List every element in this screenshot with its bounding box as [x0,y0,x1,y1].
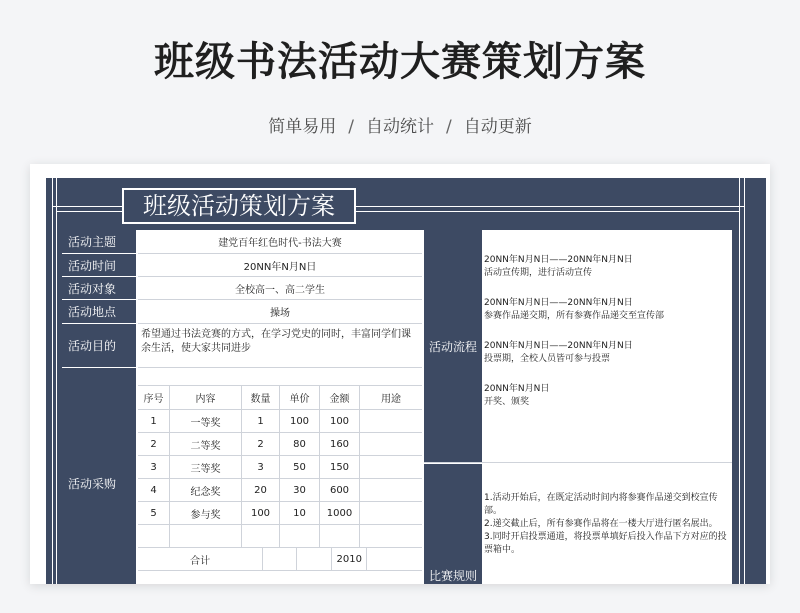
cell-unit-price: 10 [280,502,320,524]
table-row-empty [138,525,422,548]
table-row [138,479,422,502]
cell-unit-price: 80 [280,433,320,455]
empty-cell [242,525,280,547]
empty-cell [170,525,242,547]
process-step-date: 20NN年N月N日 [484,384,550,394]
process-step-date: 20NN年N月N日——20NN年N月N日 [484,341,633,351]
cell-amount: 100 [320,410,360,432]
cell-quantity: 3 [242,456,280,478]
table-header-row [138,386,422,410]
border-line-right-inner [739,178,740,584]
rule-item: 3.同时开启投票通道，将投票单填好后投入作品下方对应的投票箱中。 [484,532,727,555]
field-label-purchase: 活动采购 [62,368,136,584]
process-steps [484,254,730,426]
purchase-table [138,386,422,584]
column-header-quantity: 数量 [242,386,280,409]
cell-amount: 160 [320,433,360,455]
page-title: 班级书法活动大赛策划方案 [154,39,646,85]
column-header-content: 内容 [170,386,242,409]
process-step-date: 20NN年N月N日——20NN年N月N日 [484,255,633,265]
empty-cell [360,525,422,547]
empty-cell [138,525,170,547]
tag-auto-stats: 自动统计 [366,117,434,137]
rule-item: 2.递交截止后，所有参赛作品将在一楼大厅进行匿名展出。 [484,519,718,529]
cell-usage [360,479,422,501]
feature-tags [0,112,800,137]
border-line-top-left [52,206,122,207]
total-value: 2010 [332,548,367,570]
field-label-purpose: 活动目的 [62,324,136,368]
empty-cell [320,525,360,547]
empty-cell [280,525,320,547]
table-row [138,410,422,433]
empty-cell [263,548,297,570]
field-value-location: 操场 [138,300,422,324]
cell-quantity: 100 [242,502,280,524]
cell-quantity: 20 [242,479,280,501]
border-line-top-right [356,206,745,207]
cell-content: 二等奖 [170,433,242,455]
field-label-time: 活动时间 [62,254,136,277]
rule-item: 1.活动开始后，在既定活动时间内将参赛作品递交到校宣传部。 [484,493,718,516]
cell-amount: 1000 [320,502,360,524]
field-label-theme: 活动主题 [62,230,136,254]
field-value-time: 20NN年N月N日 [138,254,422,277]
process-step [484,340,730,366]
sheet-title: 班级活动策划方案 [122,188,356,224]
purchase-spacer [138,368,422,386]
border-line-left-inner [56,178,57,584]
cell-quantity: 1 [242,410,280,432]
cell-amount: 150 [320,456,360,478]
cell-content: 一等奖 [170,410,242,432]
process-step-desc: 活动宣传期，进行活动宣传 [484,268,593,278]
cell-index: 2 [138,433,170,455]
cell-quantity: 2 [242,433,280,455]
table-row [138,433,422,456]
tag-easy: 简单易用 [268,117,337,137]
sheet-frame [46,178,766,584]
cell-content: 参与奖 [170,502,242,524]
cell-unit-price: 100 [280,410,320,432]
column-header-index: 序号 [138,386,170,409]
field-value-theme: 建党百年红色时代-书法大赛 [138,230,422,254]
tag-auto-update: 自动更新 [463,117,532,137]
process-label: 活动流程 [424,230,482,462]
table-row [138,456,422,479]
process-step-desc: 投票期，全校人员皆可参与投票 [484,354,611,364]
process-step-date: 20NN年N月N日——20NN年N月N日 [484,298,633,308]
rules-list [484,492,730,557]
cell-amount: 600 [320,479,360,501]
cell-index: 5 [138,502,170,524]
tag-separator: / [446,117,452,137]
cell-usage [360,410,422,432]
cell-usage [360,456,422,478]
cell-unit-price: 30 [280,479,320,501]
cell-unit-price: 50 [280,456,320,478]
column-header-unit-price: 单价 [280,386,320,409]
total-label: 合计 [138,548,263,570]
column-header-amount: 金额 [320,386,360,409]
process-step [484,383,730,409]
cell-usage [360,502,422,524]
process-step [484,297,730,323]
border-line-right-outer [744,178,745,584]
sheet-content [62,230,732,584]
border-line-top-right-2 [356,211,740,212]
table-total-row [138,548,422,571]
border-line-top-left-2 [56,211,122,212]
tag-separator: / [348,117,354,137]
table-row [138,502,422,525]
cell-usage [360,433,422,455]
field-label-target: 活动对象 [62,277,136,300]
right-divider [424,462,732,463]
field-value-purpose: 希望通过书法竞赛的方式，在学习党史的同时，丰富同学们课余生活，使大家共同进步 [138,324,422,368]
column-header-usage: 用途 [381,394,401,405]
border-line-left-outer [52,178,53,584]
cell-index: 4 [138,479,170,501]
process-step [484,254,730,280]
process-step-desc: 参赛作品递交期，所有参赛作品递交至宣传部 [484,311,665,321]
field-label-location: 活动地点 [62,300,136,324]
empty-cell [297,548,332,570]
template-preview-card [30,164,770,584]
cell-index: 1 [138,410,170,432]
process-step-desc: 开奖、颁奖 [484,397,530,407]
cell-index: 3 [138,456,170,478]
cell-content: 三等奖 [170,456,242,478]
cell-content: 纪念奖 [170,479,242,501]
rules-label: 比赛规则 [424,464,482,584]
empty-cell [367,548,422,570]
field-value-target: 全校高一、高二学生 [138,277,422,300]
